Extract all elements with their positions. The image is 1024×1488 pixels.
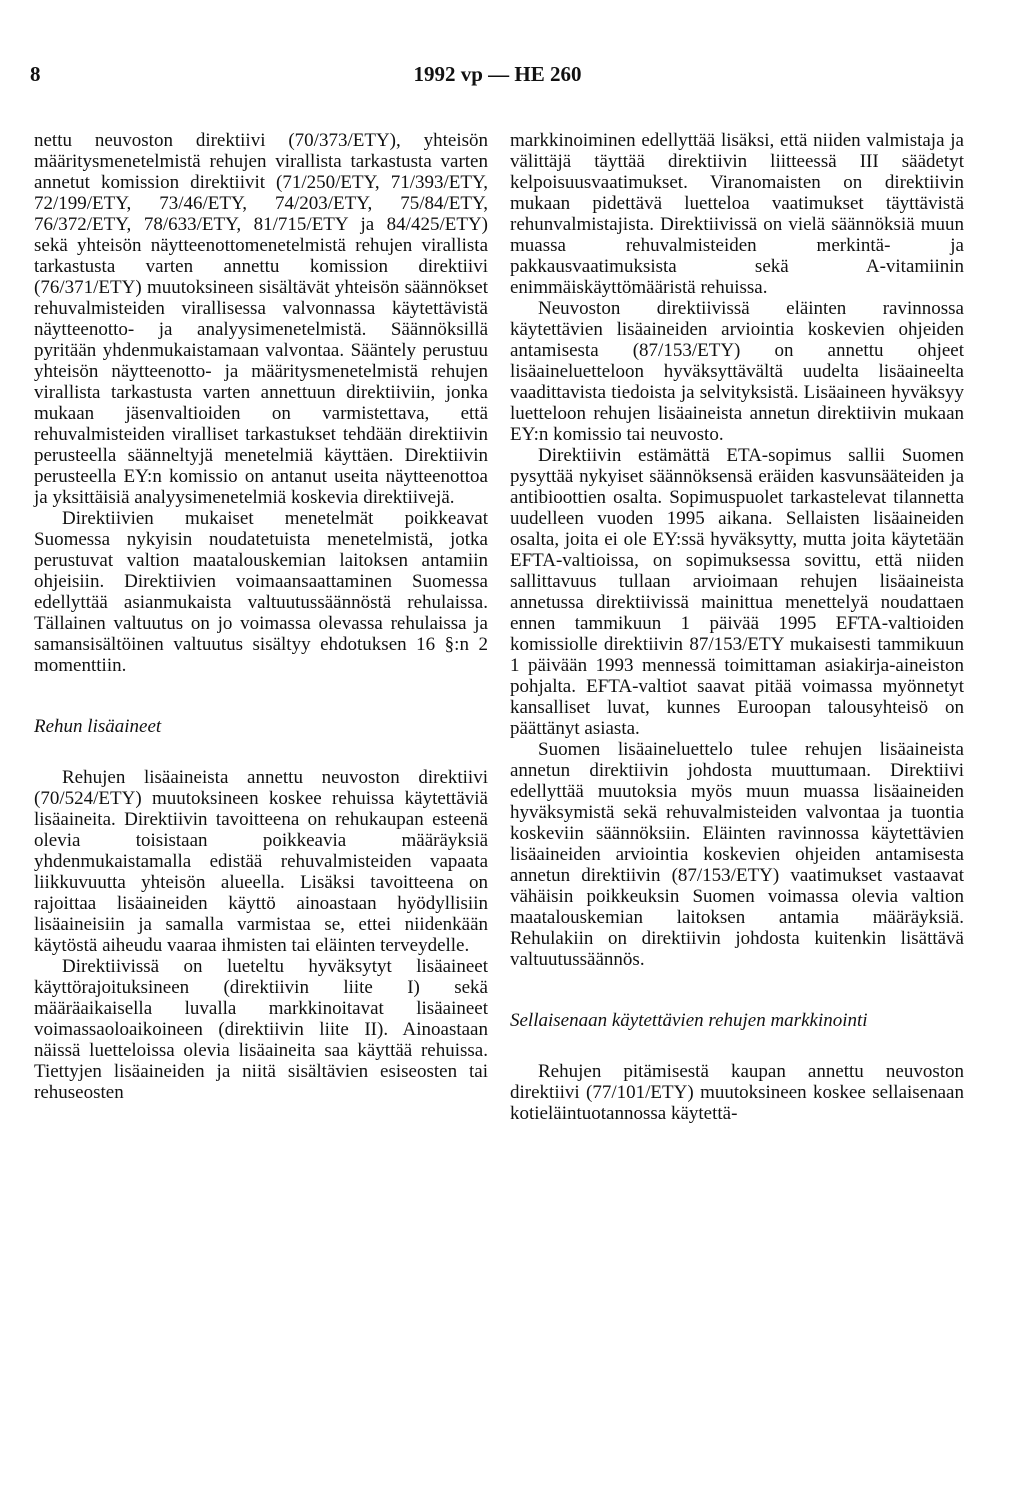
- paragraph: markkinoiminen edellyttää lisäksi, että niiden valmistaja ja välittäjä täyttää direktiivin liitteessä III säädetyt kelpoisuusvaatimukset. Viranomaisten on direktiivin mukaan pidettävä luetteloa vaatimukset täyttävistä rehunvalmistajista. Direktiivissä on vielä säännöksiä muun muassa rehuvalmisteiden merkintä- ja pakkausvaatimuksista sekä A-vitamiinin enimmäiskäyttömääristä rehuissa.: [510, 130, 964, 298]
- paragraph: nettu neuvoston direktiivi (70/373/ETY), yhteisön määritysmenetelmistä rehujen virallista tarkastusta varten annetut komission direktiivit (71/250/ETY, 71/393/ETY, 72/199/ETY, 73/46/ETY, 74/203/ETY, 75/84/ETY, 76/372/ETY, 78/633/ETY, 81/715/ETY ja 84/425/ETY) sekä yhteisön näytteenottomenetelmistä rehujen virallista tarkastusta varten annettu komission direktiivi (76/371/ETY) muutoksineen sisältävät yhteisön säännökset rehuvalmisteiden virallisessa valvonnassa käytettävistä näytteenotto- ja analyysimenetelmistä. Säännöksillä pyritään yhdenmukaistamaan valvontaa. Sääntely perustuu yhteisön näytteenotto- ja määritysmenetelmistä rehujen virallista tarkastusta varten annettuun direktiiviin, jonka mukaan jäsenvaltioiden on varmistettava, että rehuvalmisteiden viralliset tarkastukset tehdään direktiivin perusteella säänneltyjä menetelmiä käyttäen. Direktiivin perusteella EY:n komissio on antanut useita näytteenottoa ja yksittäisiä analyysimenetelmiä koskevia direktiivejä.: [34, 130, 488, 508]
- paragraph: Rehujen lisäaineista annettu neuvoston direktiivi (70/524/ETY) muutoksineen koskee rehuissa käytettäviä lisäaineita. Direktiivin tavoitteena on rehukaupan esteenä olevia toisistaan poikkeavia määräyksiä yhdenmukaistamalla edistää rehuvalmisteiden vapaata liikkuvuutta yhteisön alueella. Lisäksi tavoitteena on rajoittaa lisäaineiden käyttö ainoastaan hyödyllisiin lisäaineisiin ja samalla varmistaa se, ettei niidenkään käytöstä aiheudu vaaraa ihmisten tai eläinten terveydelle.: [34, 767, 488, 956]
- document-reference: 1992 vp — HE 260: [413, 62, 582, 86]
- left-column: [34, 130, 488, 1103]
- section-heading: Sellaisenaan käytettävien rehujen markkinointi: [510, 1010, 868, 1031]
- right-column: [510, 130, 964, 1124]
- section-heading: Rehun lisäaineet: [34, 716, 162, 737]
- paragraph: Rehujen pitämisestä kaupan annettu neuvoston direktiivi (77/101/ETY) muutoksineen koskee sellaisenaan kotieläintuotannossa käytettä-: [510, 1061, 964, 1124]
- paragraph: Neuvoston direktiivissä eläinten ravinnossa käytettävien lisäaineiden arviointia koskevien ohjeiden antamisesta (87/153/ETY) on annettu ohjeet lisäaineluetteloon hyväksyttävältä uudelta lisäaineelta vaadittavista tiedoista ja selvityksistä. Lisäaineen hyväksyy luetteloon rehujen lisäaineista annetun direktiivin mukaan EY:n komissio tai neuvosto.: [510, 298, 964, 445]
- paragraph: Direktiivien mukaiset menetelmät poikkeavat Suomessa nykyisin noudatetuista menetelmistä, jotka perustuvat valtion maatalouskemian laitoksen antamiin ohjeisiin. Direktiivien voimaansaattaminen Suomessa edellyttää asianmukaista valtuutussäännöstä rehulaissa. Tällainen valtuutus on jo voimassa olevassa rehulaissa ja samansisältöinen valtuutus sisältyy ehdotuksen 16 §:n 2 momenttiin.: [34, 508, 488, 676]
- paragraph: Direktiivin estämättä ETA-sopimus sallii Suomen pysyttää nykyiset säännöksensä eräiden kasvunsääteiden ja antibioottien osalta. Sopimuspuolet tarkastelevat tilannetta uudelleen vuoden 1995 aikana. Sellaisten lisäaineiden osalta, joita ei ole EY:ssä hyväksytty, mutta joita käytetään EFTA-valtioissa, on sopimuksessa sovittu, että niiden sallittavuus tullaan arvioimaan rehujen lisäaineista annetussa direktiivissä mainittua menettelyä noudattaen ennen tammikuun 1 päivää 1995 EFTA-valtioiden komissiolle direktiivin 87/153/ETY mukaisesti tammikuun 1 päivään 1993 mennessä toimittaman asiakirja-aineiston pohjalta. EFTA-valtiot saavat pitää voimassa myönnetyt kansalliset luvat, kunnes Euroopan talousyhteisö on päättänyt asiasta.: [510, 445, 964, 739]
- page-number: 8: [30, 62, 41, 86]
- paragraph: Direktiivissä on lueteltu hyväksytyt lisäaineet käyttörajoituksineen (direktiivin liite I) sekä määräaikaisella luvalla markkinoitavat lisäaineet voimassaoloaikoineen (direktiivin liite II). Ainoastaan näissä luetteloissa olevia lisäaineita saa käyttää rehuissa. Tiettyjen lisäaineiden ja niitä sisältävien esiseosten tai rehuseosten: [34, 956, 488, 1103]
- page-header: [30, 62, 965, 92]
- paragraph: Suomen lisäaineluettelo tulee rehujen lisäaineista annetun direktiivin johdosta muuttumaan. Direktiivi edellyttää muutoksia myös muun muassa lisäaineiden hyväksymistä sekä rehuvalmisteiden valvontaa ja tuontia koskeviin säännöksiin. Eläinten ravinnossa käytettävien lisäaineiden arviointia koskevien ohjeiden antamisesta annetun direktiivin (87/153/ETY) vaatimukset vastaavat vähäisin poikkeuksin Suomen voimassa olevia valtion maatalouskemian laitoksen antamia määräyksiä. Rehulakiin on direktiivin johdosta kuitenkin lisättävä valtuutussäännös.: [510, 739, 964, 970]
